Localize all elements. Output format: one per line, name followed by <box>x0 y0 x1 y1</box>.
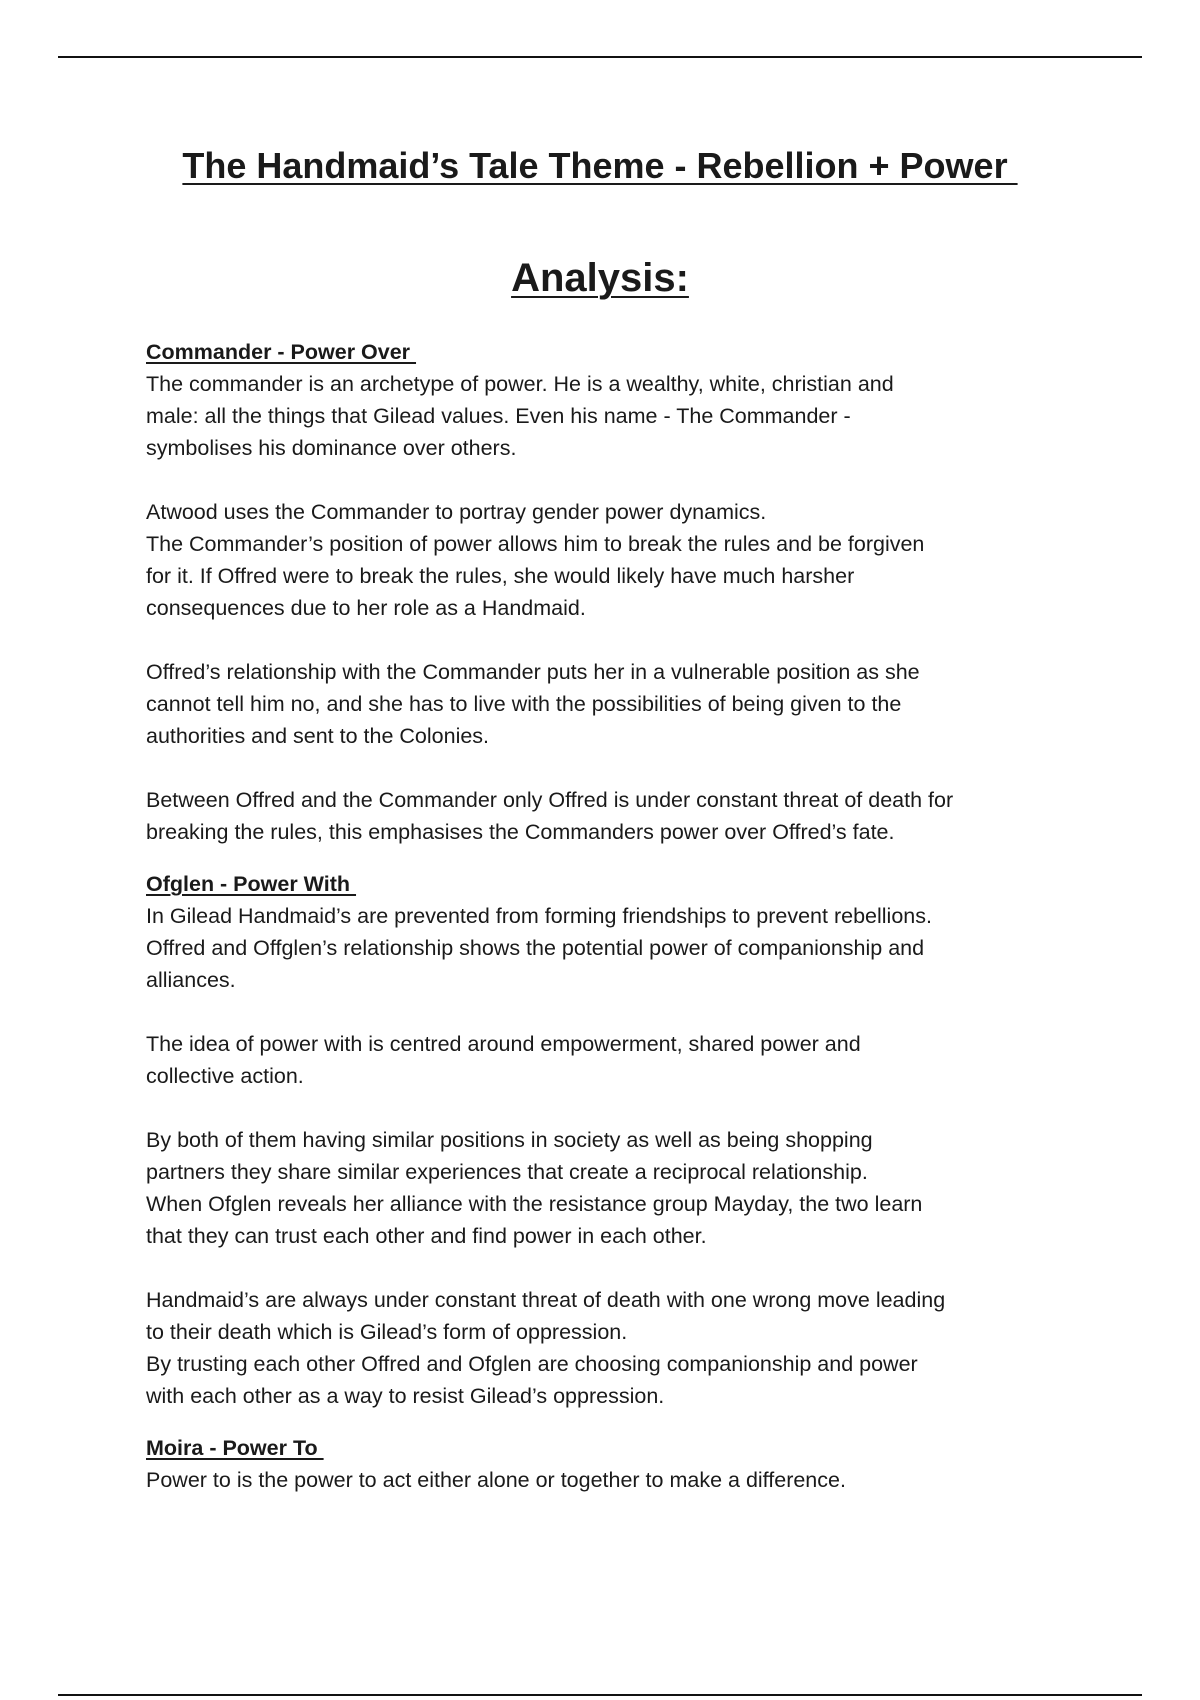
paragraph <box>146 900 1086 996</box>
text-line: Offred and Offglen’s relationship shows the potential power of companionship and <box>146 936 925 960</box>
text-line: partners they share similar experiences that create a reciprocal relationship. <box>146 1160 868 1184</box>
text-line: male: all the things that Gilead values. Even his name - The Commander - <box>146 404 851 428</box>
document-subtitle <box>0 253 1200 303</box>
text-line: consequences due to her role as a Handmaid. <box>146 596 586 620</box>
section-heading <box>146 336 1086 368</box>
text-line: By both of them having similar positions in society as well as being shopping <box>146 1128 873 1152</box>
paragraph <box>146 496 1086 624</box>
text-line: Power to is the power to act either alone or together to make a difference. <box>146 1468 846 1492</box>
section-heading-text: Moira - Power To <box>146 1436 324 1460</box>
section-heading-text: Ofglen - Power With <box>146 872 357 896</box>
document-body <box>146 336 1086 1528</box>
text-line: for it. If Offred were to break the rules, she would likely have much harsher <box>146 564 855 588</box>
document-subtitle-text: Analysis: <box>511 256 689 300</box>
text-line: symbolises his dominance over others. <box>146 436 517 460</box>
text-line: The idea of power with is centred around empowerment, shared power and <box>146 1032 861 1056</box>
text-line: When Ofglen reveals her alliance with the resistance group Mayday, the two learn <box>146 1192 923 1216</box>
paragraph <box>146 656 1086 752</box>
section-moira <box>146 1432 1086 1496</box>
text-line: Between Offred and the Commander only Offred is under constant threat of death for <box>146 788 954 812</box>
paragraph <box>146 1284 1086 1412</box>
text-line: Offred’s relationship with the Commander puts her in a vulnerable position as she <box>146 660 920 684</box>
document-title-text: The Handmaid’s Tale Theme - Rebellion + Power <box>182 145 1018 186</box>
text-line: to their death which is Gilead’s form of oppression. <box>146 1320 628 1344</box>
text-line: with each other as a way to resist Gilead’s oppression. <box>146 1384 665 1408</box>
text-line: alliances. <box>146 968 236 992</box>
paragraph <box>146 784 1086 848</box>
text-line: In Gilead Handmaid’s are prevented from forming friendships to prevent rebellions. <box>146 904 932 928</box>
section-heading <box>146 1432 1086 1464</box>
text-line: authorities and sent to the Colonies. <box>146 724 490 748</box>
text-line: Handmaid’s are always under constant threat of death with one wrong move leading <box>146 1288 946 1312</box>
text-line: The Commander’s position of power allows him to break the rules and be forgiven <box>146 532 925 556</box>
text-line: that they can trust each other and find power in each other. <box>146 1224 707 1248</box>
paragraph <box>146 368 1086 464</box>
text-line: breaking the rules, this emphasises the Commanders power over Offred’s fate. <box>146 820 895 844</box>
section-ofglen <box>146 868 1086 1412</box>
text-line: By trusting each other Offred and Ofglen are choosing companionship and power <box>146 1352 918 1376</box>
paragraph <box>146 1028 1086 1092</box>
section-commander <box>146 336 1086 848</box>
text-line: cannot tell him no, and she has to live with the possibilities of being given to the <box>146 692 902 716</box>
paragraph <box>146 1124 1086 1252</box>
section-heading <box>146 868 1086 900</box>
text-line: collective action. <box>146 1064 304 1088</box>
text-line: Atwood uses the Commander to portray gender power dynamics. <box>146 500 767 524</box>
bottom-rule <box>58 1694 1142 1696</box>
top-rule <box>58 56 1142 58</box>
section-heading-text: Commander - Power Over <box>146 340 417 364</box>
document-title <box>0 142 1200 190</box>
paragraph <box>146 1464 1086 1496</box>
text-line: The commander is an archetype of power. He is a wealthy, white, christian and <box>146 372 894 396</box>
